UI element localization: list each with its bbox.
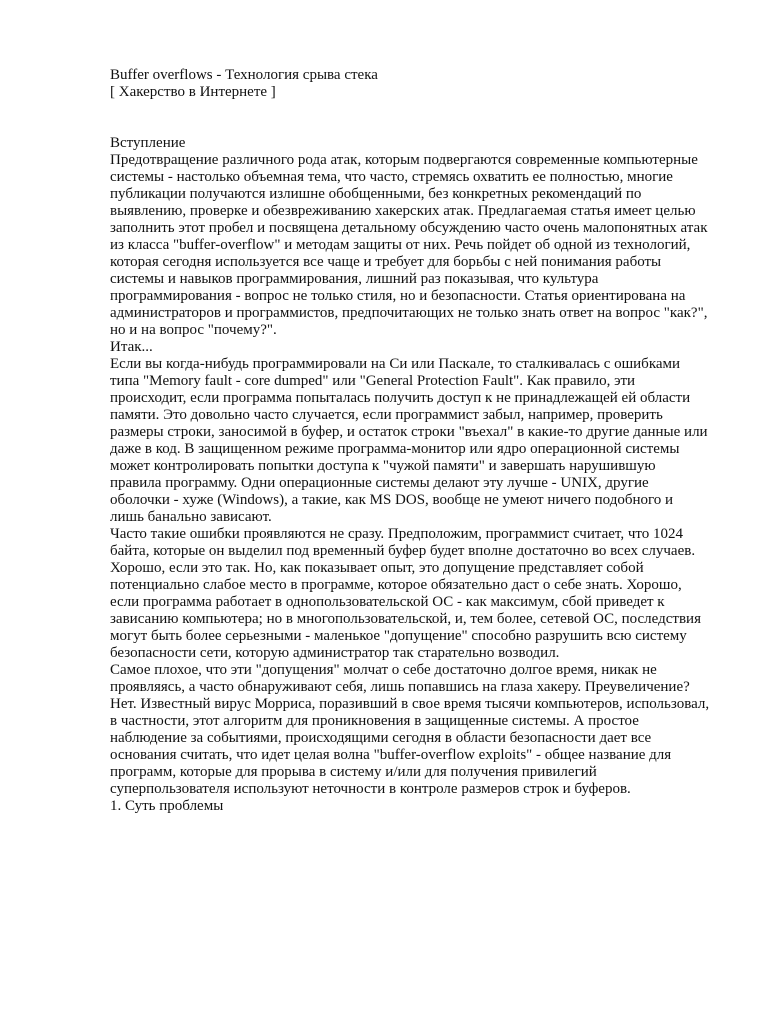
document-title: Buffer overflows - Технология срыва стека [110,67,378,83]
paragraph-memory-fault: Если вы когда-нибудь программировали на Си или Паскале, то сталкивалась с ошибками типа "Memory fault - core dumped" или "General Protection Fault". Как правило, эти происходит, если программа попыталась получить доступ к не принадлежащей ей области памяти. Это довольно часто случается, если программист забыл, например, проверить размеры строки, заносимой в буфер, и остаток строки "въехал" в какие-то другие данные или даже в код. В защищенном режиме программа-монитор или ядро операционной системы может контролировать попытки доступа к "чужой памяти" и завершать нарушившую правила программу. Одни операционные системы делают эту лучше - UNIX, другие оболочки - хуже (Windows), а такие, как MS DOS, вообще не умеют ничего подобного и лишь банально зависают. [110,356,708,525]
section-heading: 1. Суть проблемы [110,798,224,814]
document-category: [ Хакерство в Интернете ] [110,84,276,100]
document-page [110,67,710,815]
paragraph-intro: Предотвращение различного рода атак, которым подвергаются современные компьютерные системы - настолько объемная тема, что часто, стремясь охватить ее полностью, многие публикации получаются излишне обобщенными, без конкретных рекомендаций по выявлению, проверке и обезвреживанию хакерских атак. Предлагаемая статья имеет целью заполнить этот пробел и посвящена детальному обсуждению часто очень малопонятных атак из класса "buffer-overflow" и методам защиты от них. Речь пойдет об одной из технологий, которая сегодня используется все чаще и требует для борьбы с ней понимания работы системы и навыков программирования, лишний раз показывая, что культура программирования - вопрос не только стиля, но и безопасности. Статья ориентирована на администраторов и программистов, предпочитающих не только знать ответ на вопрос "как?", но и на вопрос "почему?". [110,152,708,338]
paragraph-buffer-assumption: Часто такие ошибки проявляются не сразу. Предположим, программист считает, что 1024 байта, которые он выделил под временный буфер будет вполне достаточно во всех случаев. Хорошо, если это так. Но, как показывает опыт, это допущение представляет собой потенциально слабое место в программе, которое обязательно даст о себе знать. Хорошо, если программа работает в однопользовательской ОС - как максимум, сбой приведет к зависанию компьютера; но в многопользовательской, и, тем более, сетевой ОС, последствия могут быть более серьезными - маленькое "допущение" способно разрушить всю систему безопасности сети, которую администратор так старательно возводил. [110,526,701,661]
paragraph-itak: Итак... [110,339,153,355]
intro-heading: Вступление [110,135,186,151]
document-header [110,67,710,101]
paragraph-morris-worm: Самое плохое, что эти "допущения" молчат о себе достаточно долгое время, никак не проявляясь, а часто обнаруживают себя, лишь попавшись на глаза хакеру. Преувеличение? Нет. Известный вирус Морриса, поразивший в свое время тысячи компьютеров, использовал, в частности, этот алгоритм для проникновения в защищенные системы. А простое наблюдение за событиями, происходящими сегодня в области безопасности дает все основания считать, что идет целая волна "buffer-overflow exploits" - общее название для программ, которые для прорыва в систему и/или для получения привилегий суперпользователя используют неточности в контроле размеров строк и буферов. [110,662,710,797]
